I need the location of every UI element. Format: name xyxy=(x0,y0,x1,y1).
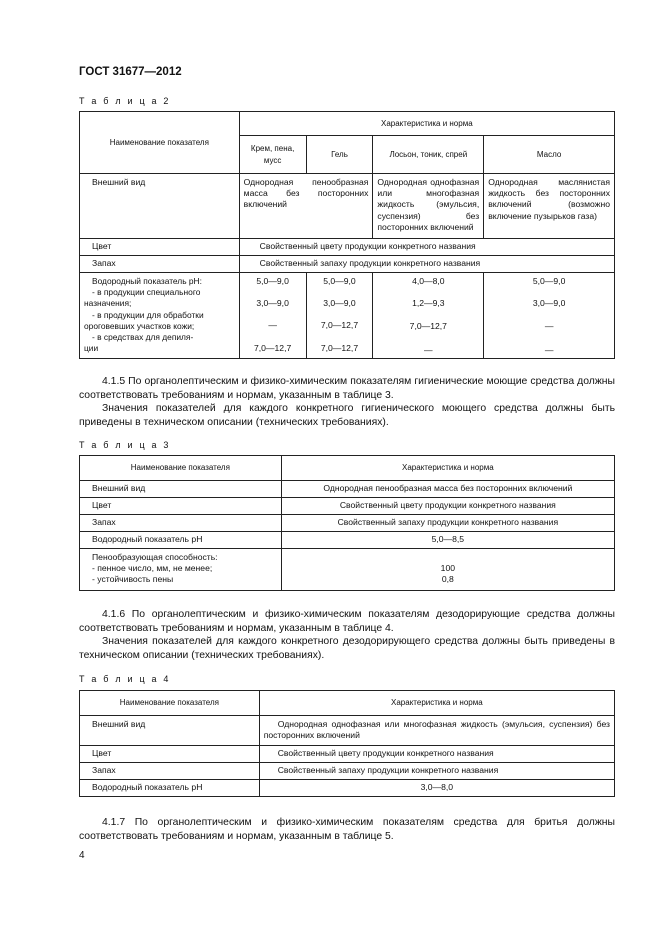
ph-value: 7,0—12,7 xyxy=(320,342,359,353)
section-4-1-7 xyxy=(79,816,615,843)
standard-number: ГОСТ 31677—2012 xyxy=(79,66,182,78)
table3-caption: Т а б л и ц а 3 xyxy=(79,440,171,450)
table-row xyxy=(80,481,615,498)
table-row xyxy=(80,239,615,256)
table2-subcol-gel: Гель xyxy=(306,136,373,174)
ph-col-gel xyxy=(306,273,373,359)
cell-color: Свойственный цвету продукции конкретного названия xyxy=(239,239,614,256)
section-4-1-6 xyxy=(79,608,615,662)
ph-value: 3,0—9,0 xyxy=(323,298,356,309)
foam-line: - устойчивость пены xyxy=(92,574,174,585)
table2-col-name-header: Наименование показателя xyxy=(80,112,240,174)
row-value: 3,0—8,0 xyxy=(259,780,614,797)
paragraph: Значения показателей для каждого конкретного гигиенического моющего средства должны быть приведены в техническом описании (технических требованиях). xyxy=(79,403,615,428)
row-value: Свойственный запаху продукции конкретного названия xyxy=(259,763,614,780)
table-row xyxy=(80,746,615,763)
foam-line: - пенное число, мм, не менее; xyxy=(92,563,213,574)
row-value: Свойственный цвету продукции конкретного названия xyxy=(259,746,614,763)
row-name: Цвет xyxy=(80,746,260,763)
table3-col-name-header: Наименование показателя xyxy=(80,456,282,481)
table2-subcol-oil: Масло xyxy=(484,136,615,174)
row-name: Внешний вид xyxy=(80,174,240,239)
table4-col-value-header: Характеристика и норма xyxy=(259,691,614,716)
ph-line: Водородный показатель рН: xyxy=(92,276,202,286)
ph-line: - в средствах для депиля- xyxy=(92,332,194,343)
row-value: Однородная однофазная или многофазная жидкость (эмульсия, суспензия) без посторонних включений xyxy=(259,716,614,746)
ph-value: 7,0—12,7 xyxy=(253,342,292,353)
table2-subcol-cream: Крем, пена, мусс xyxy=(239,136,306,174)
cell-odor: Свойственный запаху продукции конкретного названия xyxy=(239,256,614,273)
ph-value: — xyxy=(544,344,554,355)
table-row xyxy=(80,532,615,549)
table-row xyxy=(80,549,615,591)
table-row xyxy=(80,498,615,515)
paragraph: 4.1.7 По органолептическим и физико-химическим показателям средства для бритья должны соответствовать требованиям и нормам, указанным в таблице 5. xyxy=(79,817,615,842)
table-row xyxy=(80,780,615,797)
row-value: Однородная пенообразная масса без посторонних включений xyxy=(281,481,614,498)
table2-caption: Т а б л и ц а 2 xyxy=(79,96,171,106)
table-row xyxy=(80,256,615,273)
ph-col-cream xyxy=(239,273,306,359)
cell-appearance-lotion: Однородная однофазная или многофазная жидкость (эмульсия, суспензия) без посторонних включений xyxy=(373,174,484,239)
ph-value: — xyxy=(424,344,433,355)
row-name-ph xyxy=(80,273,240,359)
row-value-foam xyxy=(281,549,614,591)
ph-value: 3,0—9,0 xyxy=(256,298,289,309)
table2-subcol-lotion: Лосьон, тоник, спрей xyxy=(373,136,484,174)
ph-line: ции xyxy=(84,343,99,354)
ph-value: 5,0—9,0 xyxy=(256,276,289,286)
row-value: Свойственный цвету продукции конкретного названия xyxy=(281,498,614,515)
row-name: Запах xyxy=(80,515,282,532)
ph-value: 7,0—12,7 xyxy=(320,320,359,331)
foam-value: 0,8 xyxy=(441,574,454,585)
table-row xyxy=(80,716,615,746)
table-3 xyxy=(79,455,615,591)
paragraph: 4.1.6 По органолептическим и физико-химическим показателям дезодорирующие средства должны соответствовать требованиям и нормам, указанным в таблице 4. xyxy=(79,609,615,634)
ph-line: назначения; xyxy=(84,298,132,309)
ph-value: 3,0—9,0 xyxy=(532,298,566,309)
ph-value: — xyxy=(268,320,277,331)
row-name: Водородный показатель рН xyxy=(80,780,260,797)
ph-value: 5,0—9,0 xyxy=(532,276,566,286)
foam-value: 100 xyxy=(440,563,456,574)
row-name: Водородный показатель рН xyxy=(80,532,282,549)
table-2 xyxy=(79,111,615,359)
section-4-1-5 xyxy=(79,375,615,429)
ph-value: 5,0—9,0 xyxy=(323,276,356,286)
table4-caption: Т а б л и ц а 4 xyxy=(79,674,171,684)
ph-value: — xyxy=(544,321,554,332)
table2-col-group-header: Характеристика и норма xyxy=(239,112,614,136)
table-row xyxy=(80,273,615,359)
cell-appearance-oil: Однородная маслянистая жидкость без посторонних включений (возможно включение пузырьков газа) xyxy=(484,174,615,239)
table3-col-value-header: Характеристика и норма xyxy=(281,456,614,481)
row-name: Цвет xyxy=(80,498,282,515)
row-name-foam xyxy=(80,549,282,591)
row-name: Внешний вид xyxy=(80,481,282,498)
paragraph: Значения показателей для каждого конкретного дезодорирующего средства должны быть приведены в техническом описании (технических требованиях). xyxy=(79,636,615,661)
row-value: Свойственный запаху продукции конкретного названия xyxy=(281,515,614,532)
ph-line: - в продукции для обработки xyxy=(92,309,204,320)
table-row xyxy=(80,174,615,239)
ph-line: ороговевших участков кожи; xyxy=(84,320,195,331)
foam-line: Пенообразующая способность: xyxy=(92,552,218,562)
table-4 xyxy=(79,690,615,797)
table-row xyxy=(80,515,615,532)
ph-value: 4,0—8,0 xyxy=(412,276,445,286)
ph-value: 1,2—9,3 xyxy=(412,298,445,309)
ph-value: 7,0—12,7 xyxy=(409,321,447,332)
row-name: Цвет xyxy=(80,239,240,256)
table-row xyxy=(80,763,615,780)
ph-col-lotion xyxy=(373,273,484,359)
cell-appearance-foam: Однородная пенообразная масса без посторонних включений xyxy=(239,174,373,239)
row-value: 5,0—8,5 xyxy=(281,532,614,549)
row-name: Запах xyxy=(80,256,240,273)
ph-line: - в продукции специального xyxy=(92,287,201,298)
table4-col-name-header: Наименование показателя xyxy=(80,691,260,716)
ph-col-oil xyxy=(484,273,615,359)
page-number: 4 xyxy=(79,850,85,861)
row-name: Внешний вид xyxy=(80,716,260,746)
paragraph: 4.1.5 По органолептическим и физико-химическим показателям гигиенические моющие средства должны соответствовать требованиям и нормам, указанным в таблице 3. xyxy=(79,376,615,401)
row-name: Запах xyxy=(80,763,260,780)
